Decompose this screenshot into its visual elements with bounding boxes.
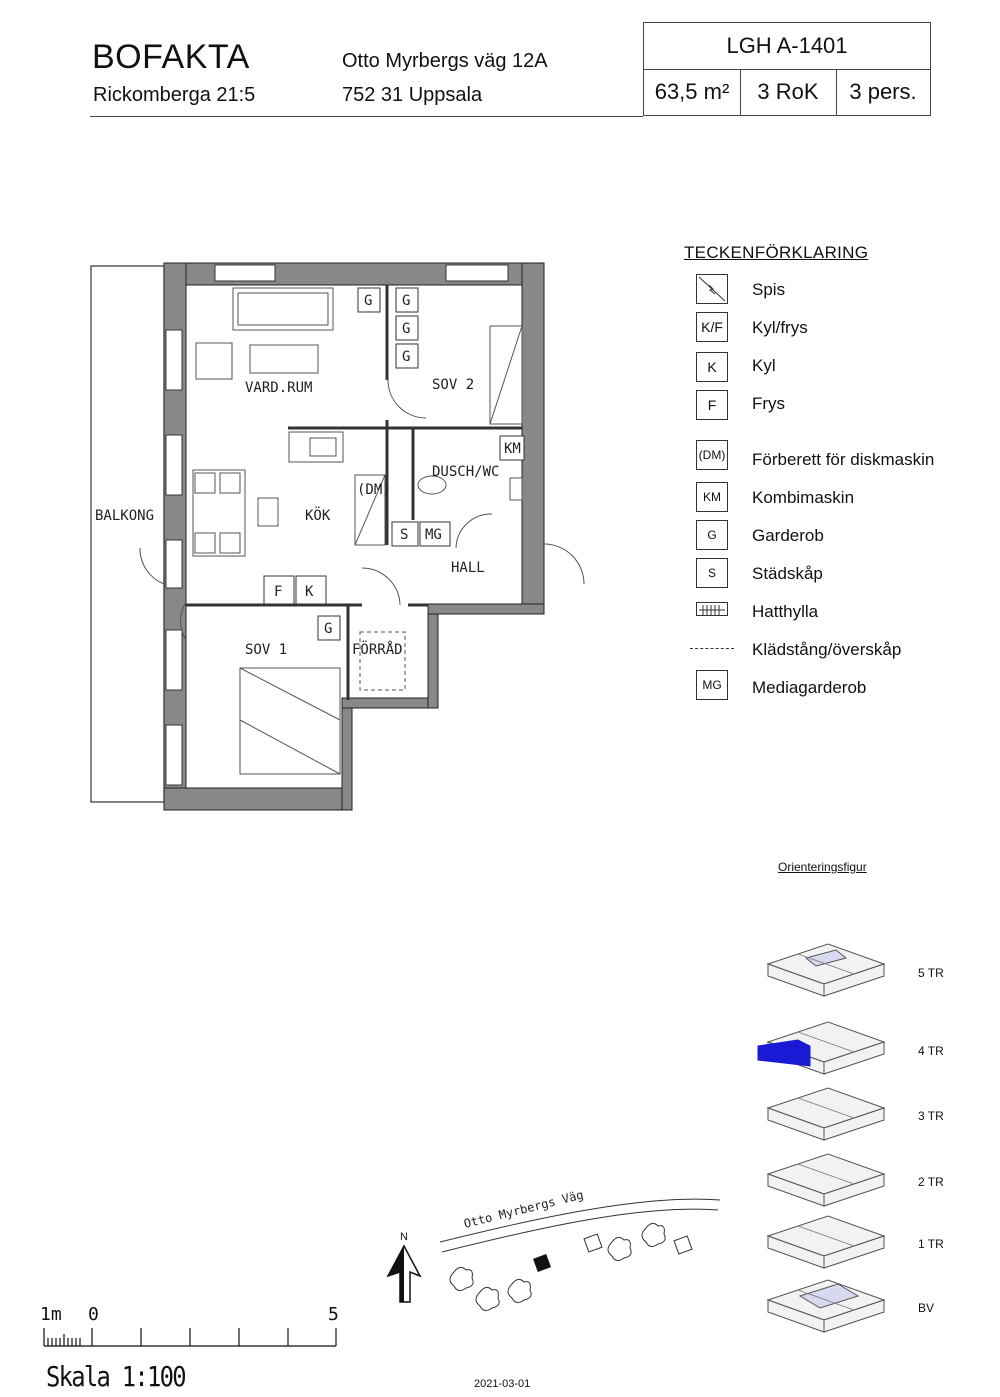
legend-label-spis: Spis: [752, 280, 786, 299]
scale-label-1m: 1m: [40, 1304, 62, 1325]
apartment-number: LGH A-1401: [644, 23, 930, 70]
scale-label-5: 5: [328, 1304, 339, 1325]
floor-label-4: 4 TR: [918, 1044, 944, 1058]
apartment-area: 63,5 m²: [644, 69, 741, 115]
legend-symbol-kylfrys: K/F: [696, 312, 728, 342]
postal-address: 752 31 Uppsala: [342, 84, 483, 106]
svg-text:N: N: [400, 1231, 408, 1243]
room-sov1: SOV 1: [245, 642, 288, 658]
legend-title: TECKENFÖRKLARING: [684, 243, 869, 262]
site-map: [380, 1180, 730, 1320]
room-kok: KÖK: [305, 508, 331, 524]
legend-label-kylfrys: Kyl/frys: [752, 318, 808, 337]
legend-label-kladstang: Klädstång/överskåp: [752, 640, 902, 659]
floor-label-bv: BV: [918, 1301, 935, 1315]
legend-symbol-stadskap: S: [696, 558, 728, 588]
floor-label-3: 3 TR: [918, 1109, 944, 1123]
room-balkong: BALKONG: [95, 508, 155, 524]
hat-shelf-icon: [696, 602, 728, 616]
legend-label-kombimaskin: Kombimaskin: [752, 488, 855, 507]
scale-label-0: 0: [88, 1304, 99, 1325]
street-name-label: Otto Myrbergs Väg: [462, 1187, 585, 1231]
mark-mediagarderob: MG: [425, 527, 442, 543]
room-sov2: SOV 2: [432, 377, 475, 393]
legend-symbol-diskmaskin: (DM): [696, 440, 728, 470]
legend-symbol-frys: F: [696, 390, 728, 420]
legend-label-hatthylla: Hatthylla: [752, 602, 819, 621]
room-vardrum: VARD.RUM: [245, 380, 313, 396]
balcony-outline: [91, 266, 164, 802]
drawing-date: 2021-03-01: [474, 1378, 531, 1390]
mark-diskmaskin: (DM): [357, 482, 391, 498]
north-arrow-icon: [388, 1231, 420, 1302]
apartment-rooms: 3 RoK: [740, 69, 837, 115]
building-marker: [533, 1254, 551, 1272]
legend-symbol-garderob: G: [696, 520, 728, 550]
property-designation: Rickomberga 21:5: [93, 84, 256, 106]
scale-bar: [36, 1298, 356, 1358]
orientation-title: Orienteringsfigur: [778, 860, 867, 874]
apartment-persons: 3 pers.: [849, 79, 917, 104]
legend-label-stadskap: Städskåp: [752, 564, 823, 583]
legend-symbol-kyl: K: [696, 352, 728, 382]
room-dusch: DUSCH/WC: [432, 464, 500, 480]
legend-label-garderob: Garderob: [752, 526, 824, 545]
legend-label-mediagarderob: Mediagarderob: [752, 678, 867, 697]
legend-label-frys: Frys: [752, 394, 786, 413]
legend-symbol-mediagarderob: MG: [696, 670, 728, 700]
wall-bottom: [164, 788, 350, 810]
room-forrad: FÖRRÅD: [352, 642, 403, 658]
legend-label-kyl: Kyl: [752, 356, 776, 375]
stove-icon: [696, 274, 728, 304]
floor-label-5: 5 TR: [918, 966, 944, 980]
mark-frys: F: [274, 584, 283, 600]
legend-symbol-kombimaskin: KM: [696, 482, 728, 512]
mark-kyl: K: [305, 584, 314, 600]
floor-label-1: 1 TR: [918, 1237, 944, 1251]
clothes-rail-icon: [690, 648, 734, 649]
mark-garderob-2: G: [402, 293, 411, 309]
floor-plan: [0, 0, 660, 830]
legend-label-diskmaskin: Förberett för diskmaskin: [752, 450, 935, 469]
floor-label-2: 2 TR: [918, 1175, 944, 1189]
mark-kombimaskin: KM: [504, 441, 521, 457]
building-floor-stack: [740, 930, 910, 1350]
mark-garderob-3: G: [402, 321, 411, 337]
mark-garderob-4: G: [402, 349, 411, 365]
mark-garderob-sov1: G: [324, 621, 333, 637]
street-address: Otto Myrbergs väg 12A: [342, 50, 548, 72]
wall-right: [522, 263, 544, 613]
room-hall: HALL: [451, 560, 485, 576]
mark-stadskap: S: [400, 527, 409, 543]
apartment-info-box: [643, 22, 931, 116]
scale-label: Skala 1:100: [46, 1360, 185, 1393]
company-name: BOFAKTA: [92, 38, 250, 76]
mark-garderob-1: G: [364, 293, 373, 309]
